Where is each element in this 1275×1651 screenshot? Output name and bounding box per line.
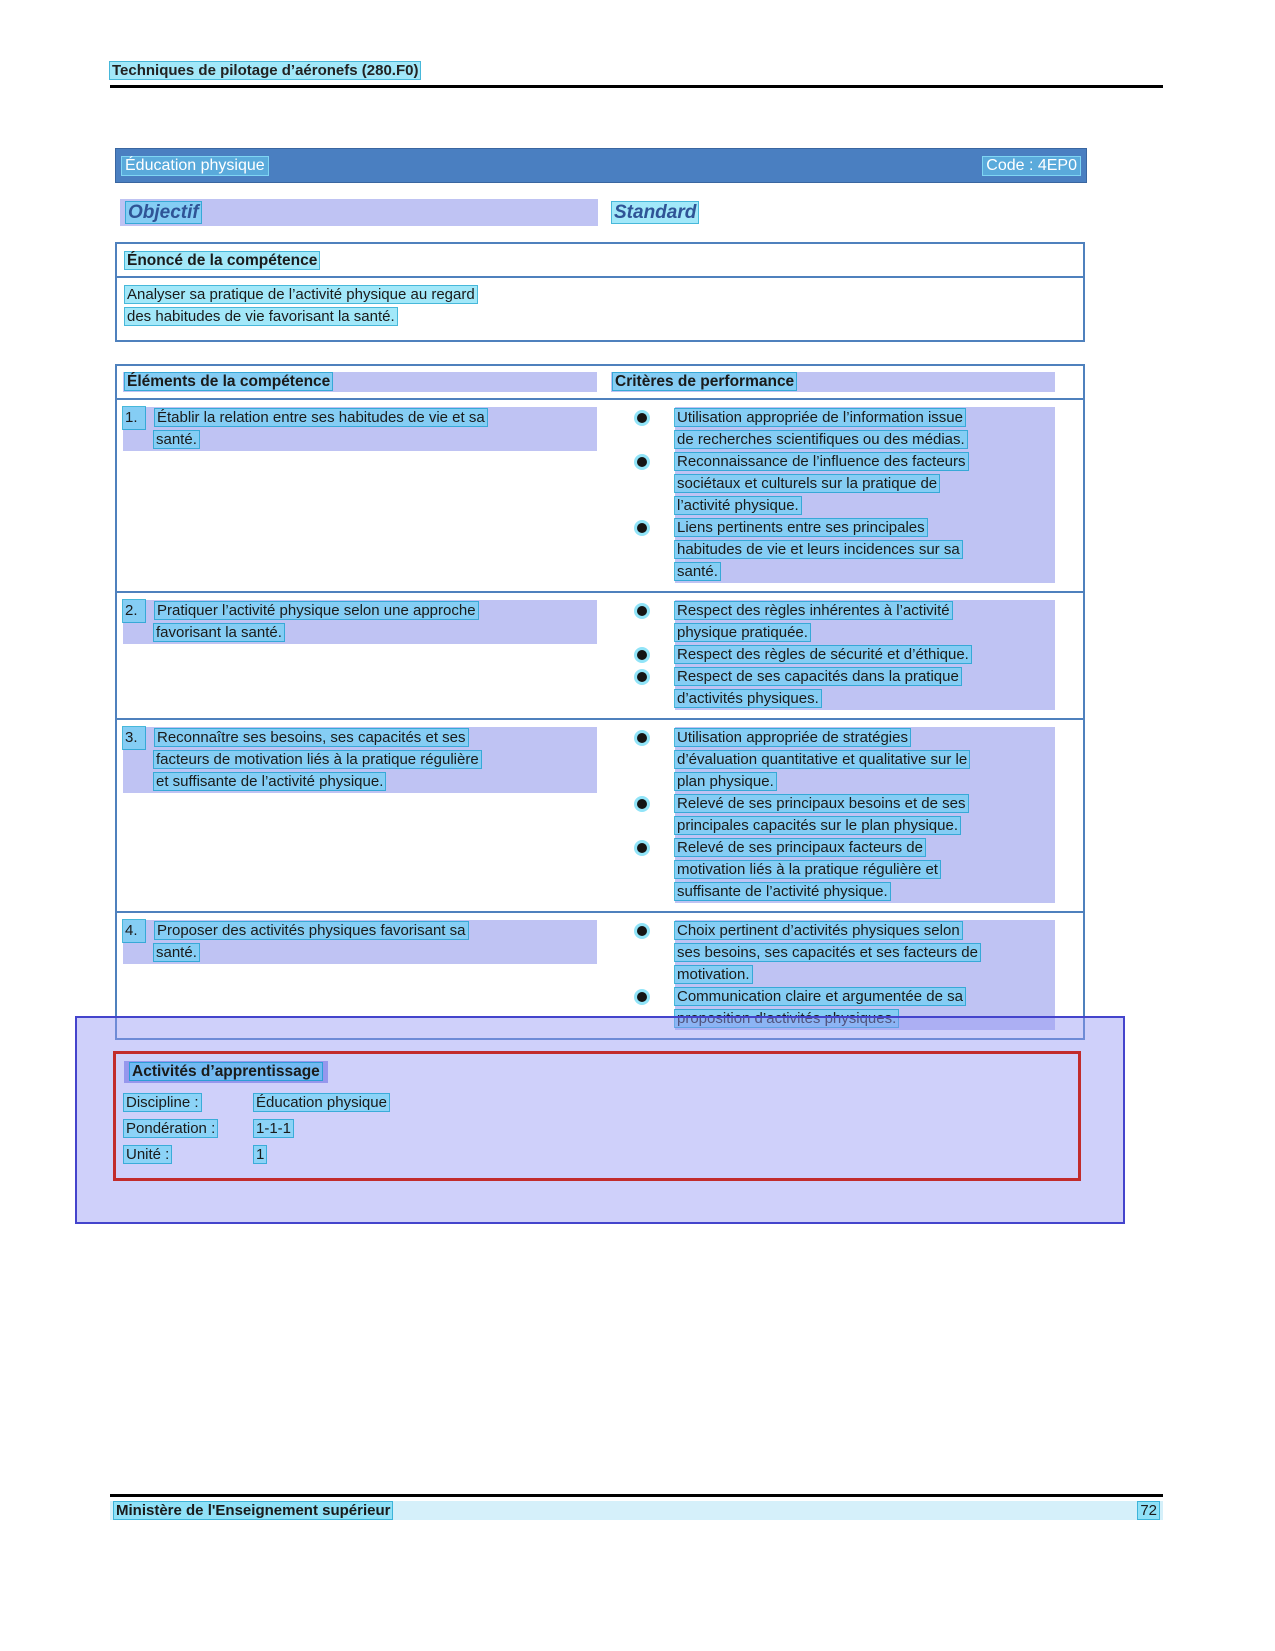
criterion-text: Liens pertinents entre ses principales: [677, 519, 925, 536]
criterion-line: [675, 837, 1055, 859]
enonce-line-text: des habitudes de vie favorisant la santé.: [127, 308, 395, 325]
standard-label: Standard: [614, 202, 697, 223]
footer: [110, 1494, 1163, 1520]
element-text: et suffisante de l’activité physique.: [156, 773, 384, 790]
element-line: [123, 749, 597, 771]
criterion-line: [675, 942, 1055, 964]
criterion-line: [675, 749, 1055, 771]
element-text: Établir la relation entre ses habitudes de vie et sa: [157, 409, 485, 426]
elements-header-text: Éléments de la compétence: [127, 373, 331, 390]
element-text: Reconnaître ses besoins, ses capacités et ses: [157, 729, 466, 746]
criterion-line: [675, 688, 1055, 710]
criterion-text: suffisante de l’activité physique.: [677, 883, 888, 900]
activities-title: Activités d’apprentissage: [132, 1063, 320, 1080]
activity-value-cell: [254, 1142, 1070, 1168]
objective-row: [115, 199, 1085, 226]
criteria-header-text: Critères de performance: [615, 373, 795, 390]
criterion-text: d’évaluation quantitative et qualitative sur le: [677, 751, 968, 768]
objective-strip: [120, 199, 598, 226]
footer-ministry: Ministère de l'Enseignement supérieur: [116, 1502, 391, 1519]
criteria-header-strip: [611, 372, 1055, 392]
item-number: 3.: [123, 727, 145, 749]
objective-label: Objectif: [128, 202, 199, 223]
criterion-text: d’activités physiques.: [677, 690, 819, 707]
criteria-cell: [611, 600, 1083, 710]
criterion-text: ses besoins, ses capacités et ses facteurs de: [677, 944, 978, 961]
criterion-line: [675, 644, 1055, 666]
bullet-icon: [637, 523, 647, 533]
criterion-text: motivation liés à la pratique régulière et: [677, 861, 938, 878]
bullet-icon: [637, 413, 647, 423]
element-cell: [117, 920, 611, 1030]
element-cell: [117, 727, 611, 903]
enonce-line: [125, 306, 1075, 328]
criterion-text: Utilisation appropriée de l’information issue: [677, 409, 963, 426]
element-line: [123, 920, 597, 942]
enonce-line: [125, 284, 1075, 306]
footer-row: [110, 1501, 1163, 1520]
criterion-text: Respect des règles de sécurité et d’éthique.: [677, 646, 969, 663]
criterion-text: Utilisation appropriée de stratégies: [677, 729, 908, 746]
criterion-text: de recherches scientifiques ou des médias.: [677, 431, 965, 448]
criterion-line: [675, 964, 1055, 986]
item-number: 4.: [123, 920, 145, 942]
item-number: 2.: [123, 600, 145, 622]
element-line: [123, 771, 597, 793]
element-line: [123, 600, 597, 622]
activity-value-cell: [254, 1090, 1070, 1116]
activities-row: [124, 1142, 1070, 1168]
activity-label-cell: [124, 1116, 254, 1142]
activity-label: Discipline :: [126, 1094, 199, 1111]
criterion-text: physique pratiquée.: [677, 624, 808, 641]
activity-label-cell: [124, 1090, 254, 1116]
criterion-text: Relevé de ses principaux facteurs de: [677, 839, 923, 856]
competence-table-header: [117, 366, 1083, 400]
criteria-cell: [611, 407, 1083, 583]
document-header: [110, 62, 1163, 88]
enonce-body: [117, 278, 1083, 340]
element-text: Pratiquer l’activité physique selon une approche: [157, 602, 476, 619]
bullet-icon: [637, 650, 647, 660]
activity-value: 1: [256, 1146, 265, 1163]
title-bar-code: Code : 4EP0: [983, 157, 1080, 175]
bullet-icon: [637, 926, 647, 936]
criteria-header-cell: [611, 372, 1083, 392]
bullet-icon: [637, 799, 647, 809]
criterion-line: [675, 727, 1055, 749]
activity-label: Pondération :: [126, 1120, 216, 1137]
criterion-text: Respect de ses capacités dans la pratique: [677, 668, 959, 685]
elements-header-strip: [123, 372, 597, 392]
criterion-line: [675, 451, 1055, 473]
element-line: [123, 429, 597, 451]
table-row: [117, 593, 1083, 720]
activities-row: [124, 1090, 1070, 1116]
activities-title-strip: [124, 1061, 328, 1083]
criterion-text: habitudes de vie et leurs incidences sur sa: [677, 541, 960, 558]
bullet-icon: [637, 733, 647, 743]
criterion-text: motivation.: [677, 966, 750, 983]
criterion-text: Reconnaissance de l’influence des facteurs: [677, 453, 966, 470]
activity-value-cell: [254, 1116, 1070, 1142]
enonce-header: [117, 244, 1083, 278]
criterion-text: proposition d’activités physiques.: [677, 1010, 897, 1027]
criterion-text: Choix pertinent d’activités physiques selon: [677, 922, 960, 939]
element-line: [123, 407, 597, 429]
criterion-line: [675, 561, 1055, 583]
criterion-line: [675, 517, 1055, 539]
enonce-title: Énoncé de la compétence: [127, 252, 318, 269]
criterion-line: [675, 429, 1055, 451]
criterion-text: plan physique.: [677, 773, 774, 790]
criterion-text: l’activité physique.: [677, 497, 799, 514]
criterion-line: [675, 920, 1055, 942]
activity-label: Unité :: [126, 1146, 170, 1163]
bullet-icon: [637, 992, 647, 1002]
criterion-line: [675, 771, 1055, 793]
criterion-line: [675, 407, 1055, 429]
competence-rows: [117, 400, 1083, 1038]
bullet-icon: [637, 606, 647, 616]
element-text: Proposer des activités physiques favorisant sa: [157, 922, 466, 939]
criterion-line: [675, 986, 1055, 1008]
element-text: santé.: [156, 944, 197, 961]
element-line: [123, 622, 597, 644]
criterion-text: santé.: [677, 563, 718, 580]
enonce-box: [115, 242, 1085, 342]
footer-page-number: 72: [1140, 1502, 1157, 1519]
competence-table: [115, 364, 1085, 1040]
criterion-line: [675, 600, 1055, 622]
enonce-line-text: Analyser sa pratique de l’activité physique au regard: [127, 286, 475, 303]
criteria-cell: [611, 727, 1083, 903]
item-number: 1.: [123, 407, 145, 429]
element-line: [123, 942, 597, 964]
activities-title-row: [124, 1061, 1070, 1090]
table-row: [117, 720, 1083, 913]
activities-rows: [124, 1090, 1070, 1168]
criterion-line: [675, 859, 1055, 881]
title-bar-subject: Éducation physique: [122, 157, 268, 175]
element-cell: [117, 407, 611, 583]
criterion-line: [675, 666, 1055, 688]
criterion-text: Respect des règles inhérentes à l’activité: [677, 602, 950, 619]
criterion-text: Relevé de ses principaux besoins et de ses: [677, 795, 966, 812]
criterion-line: [675, 815, 1055, 837]
criterion-line: [675, 495, 1055, 517]
criterion-line: [675, 539, 1055, 561]
element-text: favorisant la santé.: [156, 624, 282, 641]
activity-value: 1-1-1: [256, 1120, 292, 1137]
title-bar: [115, 148, 1087, 183]
element-text: facteurs de motivation liés à la pratique régulière: [156, 751, 479, 768]
bullet-icon: [637, 843, 647, 853]
document-header-text: Techniques de pilotage d’aéronefs (280.F0): [112, 62, 419, 79]
bullet-icon: [637, 457, 647, 467]
activity-value: Éducation physique: [256, 1094, 387, 1111]
criterion-line: [675, 622, 1055, 644]
standard-label-wrap: [612, 199, 698, 227]
element-cell: [117, 600, 611, 710]
criterion-text: Communication claire et argumentée de sa: [677, 988, 963, 1005]
criterion-line: [675, 473, 1055, 495]
element-text: santé.: [156, 431, 197, 448]
criterion-text: principales capacités sur le plan physique.: [677, 817, 958, 834]
criterion-line: [675, 793, 1055, 815]
activities-box: [113, 1051, 1081, 1181]
criterion-line: [675, 881, 1055, 903]
element-line: [123, 727, 597, 749]
bullet-icon: [637, 672, 647, 682]
criterion-text: sociétaux et culturels sur la pratique de: [677, 475, 938, 492]
elements-header-cell: [117, 372, 611, 392]
activity-label-cell: [124, 1142, 254, 1168]
table-row: [117, 400, 1083, 593]
criteria-cell: [611, 920, 1083, 1030]
activities-row: [124, 1116, 1070, 1142]
